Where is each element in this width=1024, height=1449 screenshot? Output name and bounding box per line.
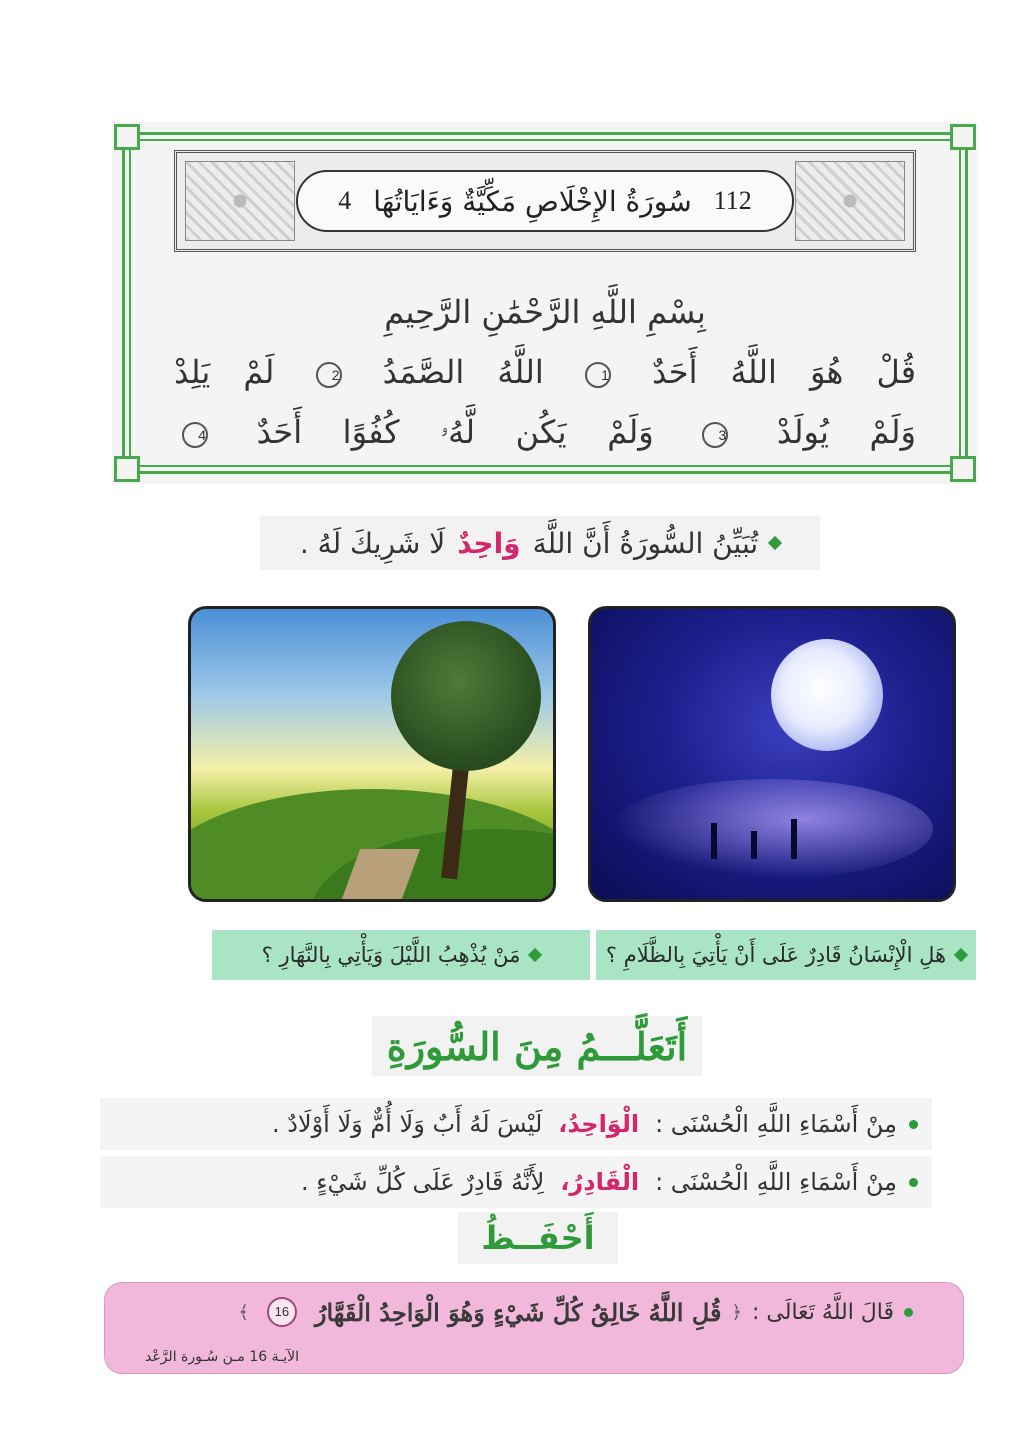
surah-title-text: سُورَةُ الإِخْلَاصِ مَكِّيَّةٌ وَءَايَاتُهَا — [373, 184, 692, 218]
bullet-dot-icon — [904, 1308, 913, 1317]
statement-text: لَا شَرِيكَ لَهُ . — [299, 526, 446, 560]
verse-source: الآيـة 16 مـن سُـورة الرَّعْد — [145, 1349, 300, 1365]
verse-text: وَلَمْ يَكُن لَّهُۥ كُفُوًا أَحَدٌ — [256, 413, 654, 451]
ayah-number-mark: 4 — [182, 422, 208, 448]
verse-text: قُلْ هُوَ اللَّهُ أَحَدٌ — [651, 353, 917, 391]
verse-text: وَلَمْ يُولَدْ — [776, 413, 917, 451]
frame-corner-ornament — [950, 456, 976, 482]
learn-heading: أَتَعَلَّـــمُ مِنَ السُّورَةِ — [372, 1016, 702, 1076]
surah-title-banner — [174, 150, 916, 252]
verse-line-1 — [174, 342, 916, 402]
bullet-diamond-icon — [528, 948, 542, 962]
list-item — [100, 1098, 932, 1150]
moon-icon — [771, 639, 883, 751]
point-highlight: الْوَاحِدُ، — [558, 1110, 640, 1138]
statement-highlight: وَاحِدٌ — [457, 526, 521, 560]
list-item — [100, 1156, 932, 1208]
verse-main — [135, 1297, 913, 1327]
night-water — [611, 779, 933, 879]
surah-meaning-statement — [260, 516, 820, 570]
statement-text: تُبَيِّنُ السُّورَةُ أَنَّ اللَّهَ — [532, 526, 759, 560]
surah-ayah-count: 4 — [338, 186, 352, 215]
palm-tree-icon — [791, 819, 797, 859]
quote-ornament-icon: ﴿ — [731, 1301, 743, 1323]
verse-text: قُلِ اللَّهُ خَالِقُ كُلِّ شَيْءٍ وَهُوَ الْوَاحِدُ الْقَهَّارُ — [314, 1297, 722, 1327]
night-moon-image — [588, 606, 956, 902]
question-text: هَلِ الْإِنْسَانُ قَادِرٌ عَلَى أَنْ يَأْتِيَ بِالظَّلَامِ ؟ — [605, 943, 947, 967]
palm-tree-icon — [751, 831, 757, 859]
day-sunrise-image — [188, 606, 556, 902]
surah-frame — [112, 122, 978, 484]
quote-ornament-icon: ﴾ — [238, 1301, 249, 1323]
bullet-dot-icon — [909, 1178, 918, 1187]
frame-corner-ornament — [950, 124, 976, 150]
palm-tree-icon — [711, 823, 717, 859]
memorize-heading: أَحْفَــظُ — [458, 1212, 618, 1264]
ayah-number-mark: 2 — [316, 362, 342, 388]
point-highlight: الْقَادِرُ، — [560, 1168, 640, 1196]
ayah-number-mark: 3 — [702, 422, 728, 448]
point-text: لَيْسَ لَهُ أَبٌ وَلَا أُمٌّ وَلَا أَوْلَادٌ . — [271, 1110, 543, 1138]
question-text: مَنْ يُذْهِبُ اللَّيْلَ وَيَأْتِي بِالنَّهَارِ ؟ — [261, 943, 521, 967]
ayah-number-mark: 1 — [585, 362, 611, 388]
arabesque-ornament-icon — [795, 161, 905, 241]
arabesque-ornament-icon — [185, 161, 295, 241]
question-darkness — [596, 930, 976, 980]
verse-intro: قَالَ اللَّهُ تَعَالَى : — [752, 1299, 894, 1325]
ayah-number-mark: 16 — [267, 1297, 297, 1327]
surah-number: 112 — [713, 186, 752, 215]
verse-text: لَمْ يَلِدْ — [174, 353, 275, 391]
point-text: مِنْ أَسْمَاءِ اللَّهِ الْحُسْنَى : — [655, 1168, 897, 1196]
point-text: لِأَنَّهُ قَادِرٌ عَلَى كُلِّ شَيْءٍ . — [300, 1168, 545, 1196]
surah-title — [296, 170, 793, 232]
frame-corner-ornament — [114, 124, 140, 150]
frame-corner-ornament — [114, 456, 140, 482]
bullet-diamond-icon — [954, 948, 968, 962]
surah-verses — [174, 282, 916, 462]
bullet-diamond-icon — [768, 536, 782, 550]
memorize-verse-box — [104, 1282, 964, 1374]
question-night-day — [212, 930, 590, 980]
names-of-allah-list — [100, 1098, 932, 1214]
verse-line-2 — [174, 402, 916, 462]
basmala: بِسْمِ اللَّهِ الرَّحْمَٰنِ الرَّحِيمِ — [384, 293, 706, 331]
verse-text: اللَّهُ الصَّمَدُ — [382, 353, 544, 391]
point-text: مِنْ أَسْمَاءِ اللَّهِ الْحُسْنَى : — [655, 1110, 897, 1138]
tree-icon — [391, 621, 541, 771]
bullet-dot-icon — [909, 1120, 918, 1129]
